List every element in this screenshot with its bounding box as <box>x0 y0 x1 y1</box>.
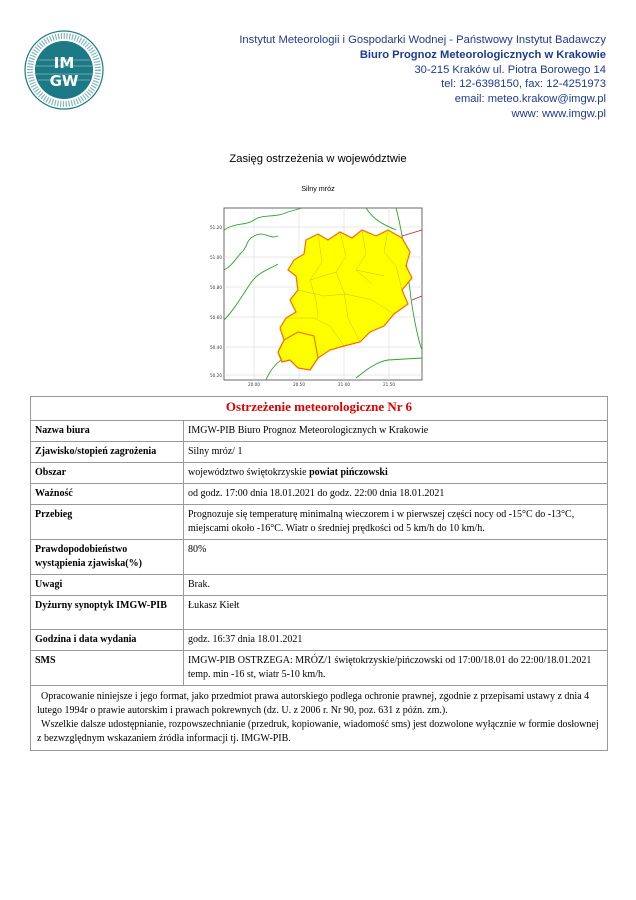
lat-tick: 51.00 <box>210 255 222 260</box>
distribution-paragraph: Wszelkie dalsze udostępnianie, rozpowszechnianie (przedruk, kopiowanie, wiadomość sms) jest dozwolone wyłącznie w formie dosłownej z bezwzględnym wskazaniem źródła informacji tj. IMGW-PIB. <box>37 719 599 744</box>
lon-tick: 21.00 <box>338 382 350 387</box>
address: 30-215 Kraków ul. Piotra Borowego 14 <box>414 63 606 76</box>
row-value: IMGW-PIB OSTRZEGA: MRÓZ/1 świętokrzyskie/pińczowski od 17:00/18.01 do 22:00/18.01.2021 temp. min -16 st, wiatr 5-10 km/h. <box>184 651 608 686</box>
row-label: SMS <box>31 651 184 686</box>
warning-table <box>30 396 608 751</box>
table-row <box>31 575 608 596</box>
lon-tick: 21.50 <box>383 382 395 387</box>
copyright-paragraph: Opracowanie niniejsze i jego format, jako przedmiot prawa autorskiego podlega ochronie prawnej, zgodnie z przepisami ustawy z dnia 4 lutego 1994r o prawie autorskim i prawach pokrewnych (dz. U. z 2006 r. Nr 90, poz. 631 z późn. zm.). <box>37 691 590 716</box>
row-value <box>184 463 608 484</box>
lat-tick: 51.20 <box>210 225 222 230</box>
email: email: meteo.krakow@imgw.pl <box>454 93 606 106</box>
logo-text-bottom: GW <box>49 72 79 90</box>
table-row <box>31 651 608 686</box>
table-row <box>31 540 608 575</box>
row-value: Łukasz Kiełt <box>184 596 608 630</box>
row-label: Uwagi <box>31 575 184 596</box>
row-value: Brak. <box>184 575 608 596</box>
table-row <box>31 596 608 630</box>
row-label: Ważność <box>31 484 184 505</box>
website: www: www.imgw.pl <box>511 107 606 120</box>
row-value: 80% <box>184 540 608 575</box>
row-value: Silny mróz/ 1 <box>184 442 608 463</box>
warning-map <box>206 200 432 390</box>
map-phenomenon-label: Silny mróz <box>301 184 335 193</box>
imgw-logo <box>24 30 104 110</box>
lon-tick: 20.50 <box>293 382 305 387</box>
lon-tick: 20.00 <box>248 382 260 387</box>
row-value: od godz. 17:00 dnia 18.01.2021 do godz. 22:00 dnia 18.01.2021 <box>184 484 608 505</box>
table-row <box>31 484 608 505</box>
row-label: Obszar <box>31 463 184 484</box>
lat-tick: 50.20 <box>210 373 222 378</box>
lat-tick: 50.60 <box>210 315 222 320</box>
warning-title: Ostrzeżenie meteorologiczne Nr 6 <box>31 397 608 421</box>
logo-text-top: IM <box>53 54 75 72</box>
lat-tick: 50.40 <box>210 345 222 350</box>
table-row <box>31 463 608 484</box>
row-label: Przebieg <box>31 505 184 540</box>
area-county: powiat pińczowski <box>309 467 388 478</box>
row-label: Godzina i data wydania <box>31 630 184 651</box>
area-province: województwo świętokrzyskie <box>188 467 310 478</box>
table-row <box>31 421 608 442</box>
table-row <box>31 505 608 540</box>
map-section-title: Zasięg ostrzeżenia w województwie <box>229 153 407 165</box>
row-value: godz. 16:37 dnia 18.01.2021 <box>184 630 608 651</box>
row-label: Dyżurny synoptyk IMGW-PIB <box>31 596 184 630</box>
copyright-notice <box>31 686 608 751</box>
row-label: Prawdopodobieństwo wystąpienia zjawiska(%) <box>31 540 184 575</box>
institute-header <box>239 33 606 122</box>
row-label: Nazwa biura <box>31 421 184 442</box>
lat-tick: 50.80 <box>210 285 222 290</box>
table-row <box>31 630 608 651</box>
institute-name: Instytut Meteorologii i Gospodarki Wodnej - Państwowy Instytut Badawczy <box>239 34 606 46</box>
phone-fax: tel: 12-6398150, fax: 12-4251973 <box>441 78 606 91</box>
table-row <box>31 442 608 463</box>
row-value: IMGW-PIB Biuro Prognoz Meteorologicznych w Krakowie <box>184 421 608 442</box>
office-name: Biuro Prognoz Meteorologicznych w Krakowie <box>359 48 606 61</box>
row-label: Zjawisko/stopień zagrożenia <box>31 442 184 463</box>
row-value: Prognozuje się temperaturę minimalną wieczorem i w pierwszej części nocy od -15°C do -13°C, miejscami około -16°C. Wiatr o średniej prędkości od 5 km/h do 10 km/h. <box>184 505 608 540</box>
